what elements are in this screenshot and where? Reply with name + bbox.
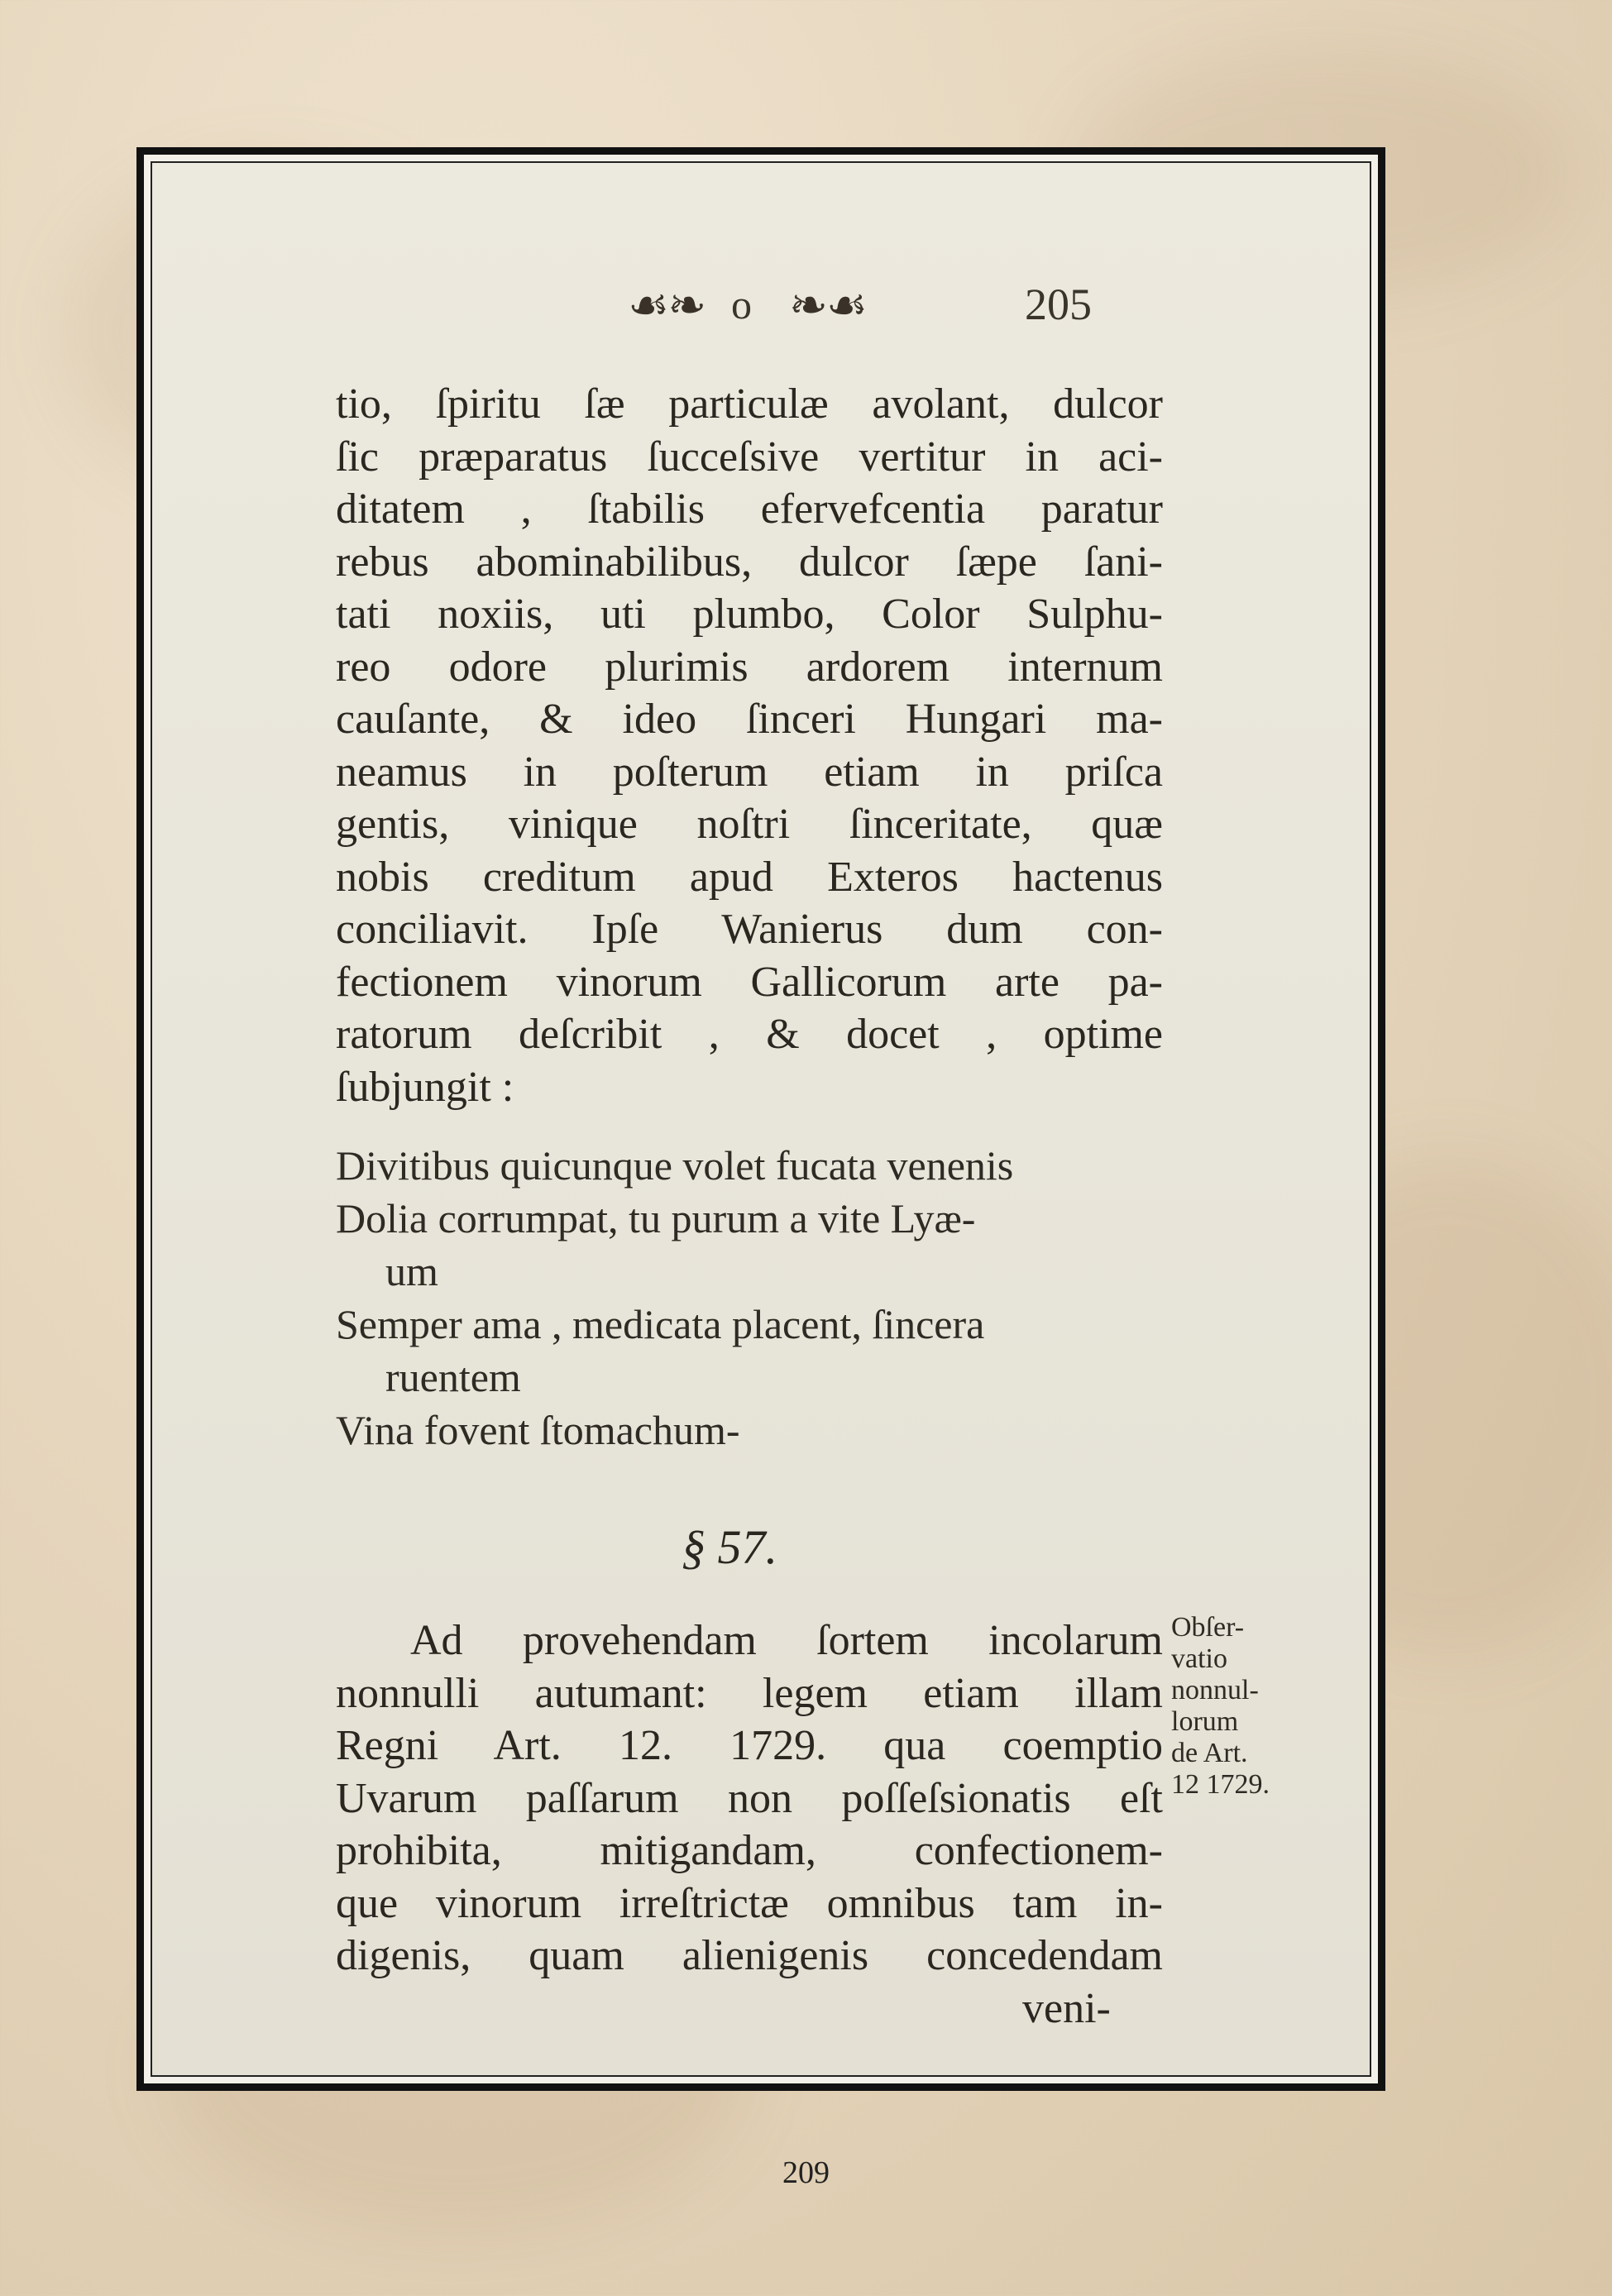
- margin-note-line: de Art.: [1171, 1738, 1248, 1768]
- right-ornament: ❧☙: [789, 280, 867, 332]
- margin-note-line: 12 1729.: [1171, 1769, 1270, 1800]
- verse-quotation: [336, 1139, 1171, 1457]
- verse-line: um: [385, 1248, 438, 1294]
- text-line: ditatem , ſtabilis efervefcentia paratur: [336, 486, 1163, 533]
- verse-line: Semper ama , medicata placent, ſincera: [336, 1301, 985, 1347]
- margin-note-line: Obſer-: [1171, 1612, 1245, 1643]
- text-line: neamus in poſterum etiam in priſca: [336, 748, 1163, 796]
- page-number: 209: [782, 2155, 830, 2190]
- text-line: digenis, quam alienigenis concedendam: [336, 1932, 1163, 1979]
- catchword: veni-: [1022, 1984, 1111, 2032]
- text-line: tio, ſpiritu ſæ particulæ avolant, dulcor: [336, 380, 1163, 428]
- text-line: nonnulli autumant: legem etiam illam: [336, 1669, 1163, 1717]
- margin-note: [1171, 1612, 1328, 1801]
- text-line: conciliavit. Ipſe Wanierus dum con-: [336, 906, 1163, 953]
- section-heading: § 57.: [682, 1520, 777, 1574]
- verse-line: Vina fovent ſtomachum-: [336, 1407, 740, 1453]
- verse-line: Divitibus quicunque volet fucata venenis: [336, 1142, 1014, 1189]
- text-line: fectionem vinorum Gallicorum arte pa-: [336, 958, 1163, 1006]
- verse-line: ruentem: [385, 1354, 521, 1400]
- text-line: tati noxiis, uti plumbo, Color Sulphu-: [336, 591, 1163, 638]
- running-header: [152, 270, 1370, 337]
- text-line: ſic præparatus ſucceſsive vertitur in aci-: [336, 433, 1163, 481]
- verse-line: Dolia corrumpat, tu purum a vite Lyæ-: [336, 1195, 976, 1241]
- margin-note-line: vatio: [1171, 1643, 1227, 1674]
- margin-note-line: nonnul-: [1171, 1675, 1259, 1705]
- text-line: ratorum deſcribit , & docet , optime: [336, 1011, 1163, 1058]
- page-frame: [136, 147, 1385, 2091]
- text-line: cauſante, & ideo ſinceri Hungari ma-: [336, 696, 1163, 743]
- text-line: Uvarum paſſarum non poſſeſsionatis eſt: [336, 1774, 1163, 1822]
- left-ornament: ☙❧: [628, 280, 706, 332]
- paragraph-1: [336, 378, 1163, 1113]
- text-line: gentis, vinique noſtri ſinceritate, quæ: [336, 801, 1163, 848]
- text-line: Ad provehendam ſortem incolarum: [410, 1617, 1163, 1664]
- original-page-number: 205: [1025, 280, 1092, 329]
- text-line: que vinorum irreſtrictæ omnibus tam in-: [336, 1879, 1163, 1927]
- text-line: ſubjungit :: [336, 1063, 514, 1111]
- header-center: o: [731, 281, 752, 328]
- margin-note-line: lorum: [1171, 1706, 1239, 1737]
- text-line: prohibita, mitigandam, confectionem-: [336, 1827, 1163, 1874]
- text-line: reo odore plurimis ardorem internum: [336, 643, 1163, 691]
- text-line: rebus abominabilibus, dulcor ſæpe ſani-: [336, 538, 1163, 586]
- text-line: nobis creditum apud Exteros hactenus: [336, 853, 1163, 901]
- paragraph-2: [336, 1614, 1163, 2035]
- text-line: Regni Art. 12. 1729. qua coemptio: [336, 1722, 1163, 1769]
- scanned-page: [151, 161, 1371, 2077]
